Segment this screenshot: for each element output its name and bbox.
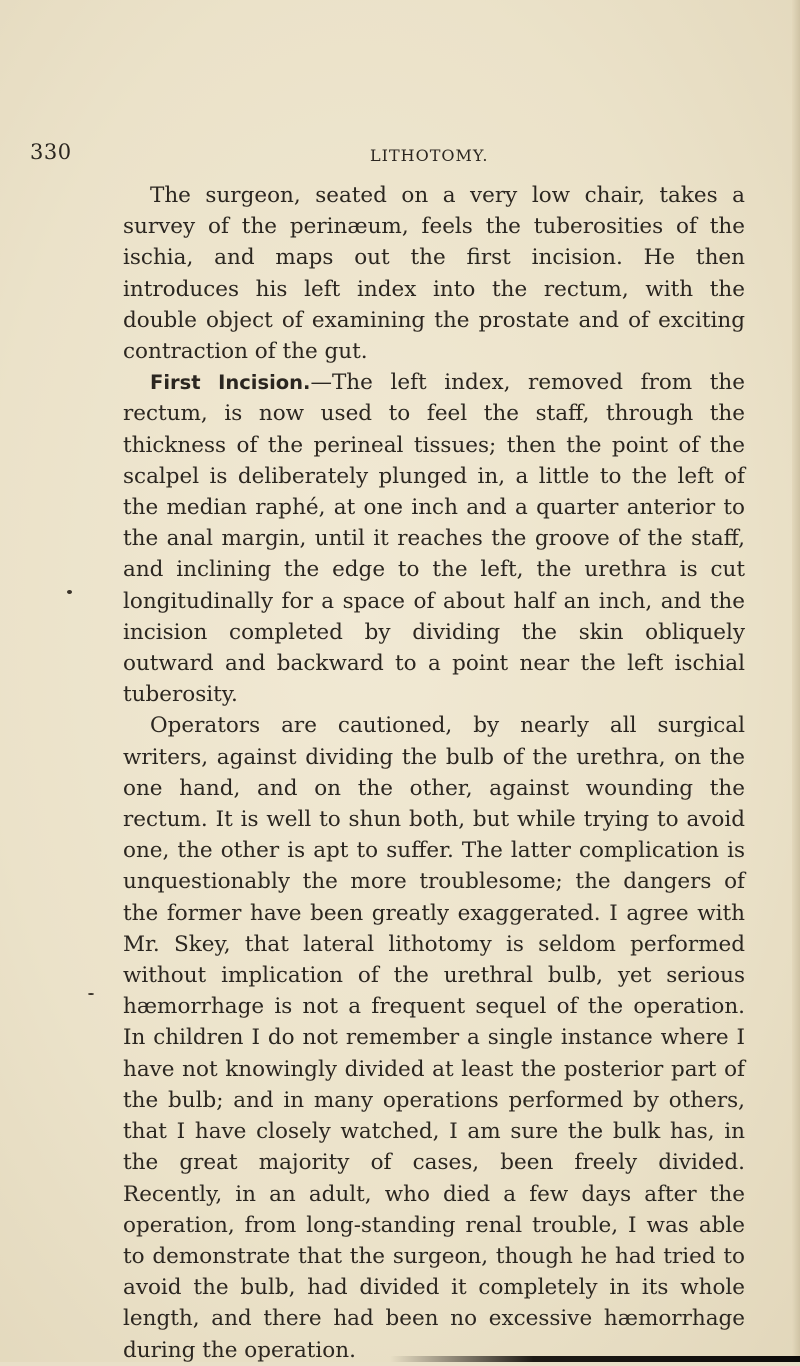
section-heading-first-incision: First Incision. <box>150 371 311 395</box>
paragraph-text: —The left index, removed from the rectum, is now used to feel the staff, through the thickness of the perineal tissues; then the point of the scalpel is deliberately plunged in, a little to the left of the median raphé, at one inch and a quarter anterior to the anal margin, until it reaches the groove of the staff, and inclining the edge to the left, the urethra is cut longitudinally for a space of about half an inch, and the incision completed by dividing the skin obliquely outward and backward to a point near the left ischial tuberosity. <box>123 370 745 708</box>
running-head: LITHOTOMY. <box>370 146 489 165</box>
paragraph-cautions <box>123 710 745 1365</box>
page-number: 330 <box>30 140 72 164</box>
paragraph-text: The surgeon, seated on a very low chair, takes a survey of the perinæum, feels the tuberosities of the ischia, and maps out the first incision. He then introduces his left index into the rectum, with the double object of examining the prostate and of exciting contraction of the gut. <box>123 183 745 365</box>
margin-speck <box>67 590 72 594</box>
paragraph-first-incision <box>123 367 745 710</box>
margin-speck <box>88 993 94 995</box>
page-edge <box>792 0 800 1362</box>
body-text <box>123 180 745 1366</box>
paragraph-survey <box>123 180 745 367</box>
paragraph-text: Operators are cautioned, by nearly all surgical writers, against dividing the bulb of the urethra, on the one hand, and on the other, against wounding the rectum. It is well to shun both, but while trying to avoid one, the other is apt to suffer. The latter complication is unquestionably the more troublesome; the dangers of the former have been greatly exaggerated. I agree with Mr. Skey, that lateral lithotomy is seldom performed without implication of the urethral bulb, yet serious hæmorrhage is not a frequent sequel of the operation. In children I do not remember a single instance where I have not knowingly divided at least the posterior part of the bulb; and in many operations performed by others, that I have closely watched, I am sure the bulk has, in the great majority of cases, been freely divided. Recently, in an adult, who died a few days after the operation, from long-standing renal trouble, I was able to demonstrate that the surgeon, though he had tried to avoid the bulb, had divided it completely in its whole length, and there had been no excessive hæmorrhage during the operation. <box>123 713 745 1363</box>
page-edge-shadow <box>390 1356 800 1362</box>
